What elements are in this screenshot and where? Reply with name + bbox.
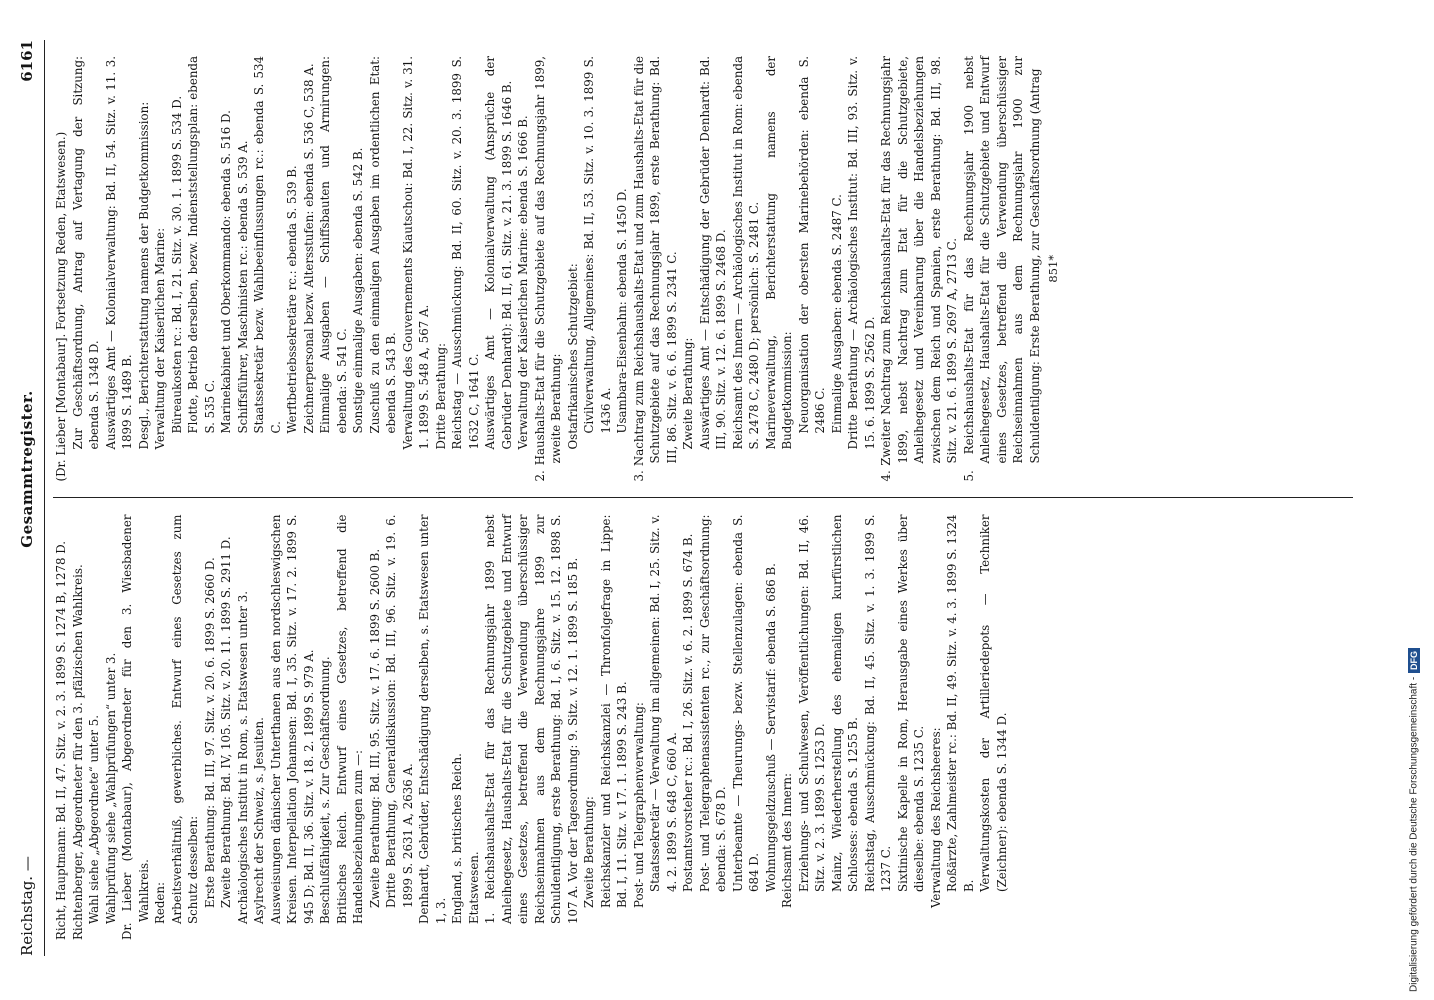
right-column bbox=[53, 40, 1353, 498]
index-entry: Etatswesen. bbox=[466, 851, 481, 924]
index-entry: Civilverwaltung, Allgemeines: Bd. II, 53. Sitz. v. 10. 3. 1899 S. 1436 A. bbox=[582, 56, 613, 434]
index-entry: Dritte Berathung: bbox=[433, 343, 448, 450]
index-entry: Marineverwaltung, Berichterstattung namens der Budgetkommission: bbox=[763, 56, 794, 450]
index-entry: Staatssekretär — Verwaltung im allgemeinen: Bd. I, 25. Sitz. v. 4. 2. 1899 S. 648 C, 660 A. bbox=[648, 514, 679, 892]
index-entry: Auswärtiges Amt — Kolonialverwaltung: Bd. II, 54. Sitz. v. 11. 3. 1899 S. 1489 B. bbox=[103, 56, 134, 450]
digitization-text: Digitalisierung gefördert durch die Deutsche Forschungsgemeinschaft - bbox=[1408, 676, 1420, 992]
index-entry: Wahl siehe „Abgeordnete“ unter 5. bbox=[87, 714, 101, 924]
index-entry: Reichstag — Ausschmückung: Bd. II, 60. Sitz. v. 20. 3. 1899 S. 1632 C, 1641 C. bbox=[450, 56, 481, 450]
index-entry: Post- und Telegraphenassistenten rc., zur Geschäftsordnung: ebenda: S. 678 D. bbox=[697, 514, 728, 892]
index-entry: Richt, Hauptmann: Bd. II, 47. Sitz. v. 2. 3. 1899 S. 1274 B, 1278 D. bbox=[54, 540, 68, 940]
index-entry: Zuschuß zu den einmaligen Ausgaben im ordentlichen Etat: ebenda S. 543 B. bbox=[367, 56, 398, 434]
index-entry: Dr. Lieber (Montabaur), Abgeordneter für den 3. Wiesbadener Wahlkreis. bbox=[120, 514, 151, 940]
right-column-entries bbox=[53, 56, 1043, 482]
index-entry: Erste Berathung: Bd. III, 97. Sitz. v. 20. 6. 1899 S. 2660 D. bbox=[202, 557, 217, 908]
index-entry: Werftbetriebssekretäre rc.: ebenda S. 539 B. bbox=[285, 165, 299, 434]
index-entry: England, s. britisches Reich. bbox=[450, 753, 464, 924]
index-entry: 1. Reichshaushalts-Etat für das Rechnungsjahr 1899 nebst Anleihegesetz, Haushalts-Etat für die Schutzgebiete und Entwurf eines Gesetzes, betreffend die Verwendung überschüssiger Reichseinnahmen aus dem Rechnungsjahre 1899 zur Schuldentilgung, erste Berathung: Bd. I, 6. Sitz. v. 15. 12. 1898 S. 107 A. Vor der Tagesordnung: 9. Sitz. v. 12. 1. 1899 S. 185 B. bbox=[483, 514, 580, 924]
index-entry: Unterbeamte — Theurungs- bezw. Stellenzulagen: ebenda S. 684 D. bbox=[730, 514, 761, 892]
index-entry: Ostafrikanisches Schutzgebiet: bbox=[565, 263, 580, 450]
index-entry: Staatssekretär bezw. Wahlbeeinflussungen rc.: ebenda S. 534 C. bbox=[252, 56, 283, 434]
index-entry: 4. Zweiter Nachtrag zum Reichshaushalts-Etat für das Rechnungsjahr 1899, nebst Nachtrag zum Etat für die Schutzgebiete, Anleihegesetz und Vereinbarung über die Handelsbeziehungen zwischen dem Reich und Spanien, erste Berathung: Bd. III, 98. Sitz. v. 21. 6. 1899 S. 2697 A, 2713 C. bbox=[879, 56, 959, 482]
index-entry: Reichsamt des Innern: bbox=[780, 773, 794, 908]
index-entry: Ausweisungen dänischer Unterthanen aus den nordschleswigschen Kreisen. Interpellation Johannsen: Bd. I, 35. Sitz. v. 17. 2. 1899 S. 945 D; Bd. II, 36. Sitz. v. 18. 2. 1899 S. 979 A. bbox=[268, 514, 316, 924]
index-entry: Postamtsvorsteher rc.: Bd. I, 26. Sitz. v. 6. 2. 1899 S. 674 B. bbox=[681, 533, 695, 892]
two-column-body bbox=[53, 40, 1353, 956]
index-entry: Roßärzte, Zahlmeister rc.: Bd. II, 49. Sitz. v. 4. 3. 1899 S. 1324 B. bbox=[945, 514, 976, 892]
index-entry: Arbeitsverhältniß, gewerbliches. Entwurf eines Gesetzes zum Schutz desselben: bbox=[169, 514, 200, 924]
index-entry: Reichsamt des Innern — Archäologisches Institut in Rom: ebenda S. 2478 C, 2480 D; persönlich: S. 2481 C. bbox=[730, 56, 761, 450]
page-number: 6161 bbox=[18, 40, 36, 82]
header-left-text: Reichstag. bbox=[18, 875, 36, 956]
index-entry: Einmalige Ausgaben: ebenda S. 2487 C. bbox=[829, 194, 844, 434]
index-entry: Flotte, Betrieb derselben, bezw. Indienststellungsplan: ebenda S. 535 C. bbox=[186, 56, 217, 434]
index-entry: Britisches Reich. Entwurf eines Gesetzes, betreffend die Handelsbeziehungen zum —: bbox=[334, 514, 365, 924]
footer-page-number: 851* bbox=[1046, 254, 1060, 283]
index-entry: Zweite Berathung: Bd. IV, 105. Sitz. v. 20. 11. 1899 S. 2911 D. bbox=[219, 536, 233, 908]
index-entry: Desgl., Berichterstattung namens der Budgetkommission: bbox=[136, 101, 151, 450]
index-entry: Zweite Berathung: bbox=[681, 337, 695, 450]
index-entry: Sixtinische Kapelle in Rom, Herausgabe eines Werkes über dieselbe: ebenda S. 1235 C. bbox=[895, 514, 926, 892]
index-entry: Zweite Berathung: bbox=[582, 796, 596, 908]
index-entry: Verwaltungskosten der Artilleriedepots — Techniker (Zeichner): ebenda S. 1344 D. bbox=[978, 514, 1009, 892]
index-entry: Auswärtiges Amt — Entschädigung der Gebrüder Denhardt: Bd. III, 90. Sitz. v. 12. 6. 1899 S. 2468 D. bbox=[697, 56, 728, 450]
index-entry: 5. Reichshaushalts-Etat für das Rechnungsjahr 1900 nebst Anleihegesetz, Haushalts-Etat für die Schutzgebiete und Entwurf eines Gesetzes, betreffend die Verwendung überschüssiger Reichseinnahmen aus dem Rechnungsjahr 1900 zur Schuldentilgung: Erste Berathung, zur Geschäftsordnung (Antrag bbox=[961, 56, 1042, 482]
dfg-logo: DFG bbox=[1408, 648, 1420, 673]
index-entry: Dritte Berathung — Archäologisches Institut: Bd. III, 93. Sitz. v. 15. 6. 1899 S. 2562 D. bbox=[846, 56, 877, 450]
header-title: Gesammtregister. bbox=[18, 390, 36, 548]
index-entry: Einmalige Ausgaben — Schiffsbauten und Armirungen: ebenda: S. 541 C. bbox=[318, 56, 349, 434]
digitization-note bbox=[1406, 0, 1434, 1000]
index-entry: Denhardt, Gebrüder, Entschädigung derselben, s. Etatswesen unter 1, 3. bbox=[417, 514, 448, 924]
index-entry: Post- und Telegraphenverwaltung: bbox=[631, 702, 646, 908]
index-entry: Zweite Berathung: Bd. III, 95. Sitz. v. 17. 6. 1899 S. 2600 B. bbox=[367, 548, 382, 908]
index-entry: Zur Geschäftsordnung, Antrag auf Vertagung der Sitzung: ebenda S. 1348 D. bbox=[70, 56, 101, 450]
header-dash: — bbox=[18, 856, 36, 872]
page-header bbox=[18, 40, 45, 956]
index-entry: Richtenberger, Abgeordneter für den 3. pfälzischen Wahlkreis. bbox=[70, 564, 85, 940]
index-entry: Büreaukosten rc.: Bd. I, 21. Sitz. v. 30. 1. 1899 S. 534 D. bbox=[169, 95, 184, 434]
index-entry: Verwaltung des Reichsheeres: bbox=[928, 727, 943, 908]
index-entry: Verwaltung des Gouvernements Kiautschou: Bd. I, 22. Sitz. v. 31. 1. 1899 S. 548 A, 567 A. bbox=[400, 56, 431, 450]
header-running-title-left bbox=[18, 856, 36, 956]
left-column bbox=[53, 498, 1353, 957]
index-entry: Verwaltung der Kaiserlichen Marine: bbox=[153, 227, 167, 450]
index-entry: Wohnungsgeldzuschuß — Servistarif: ebenda S. 686 B. bbox=[763, 563, 778, 892]
index-entry: Mainz, Wiederherstellung des ehemaligen kurfürstlichen Schlosses: ebenda S. 1255 B. bbox=[829, 514, 860, 892]
index-entry: Reden: bbox=[153, 882, 167, 924]
index-entry: Reichskanzler und Reichskanzlei — Thronfolgefrage in Lippe: Bd. I, 11. Sitz. v. 17. 1. 1899 S. 243 B. bbox=[598, 514, 629, 908]
index-entry: Usambara-Eisenbahn: ebenda S. 1450 D. bbox=[615, 188, 629, 434]
index-entry: Wahlprüfung siehe „Wahlprüfungen“ unter 3. bbox=[103, 652, 118, 924]
index-entry: Auswärtiges Amt — Kolonialverwaltung (Ansprüche der Gebrüder Denhardt): Bd. II, 61. Sitz. v. 21. 3. 1899 S. 1646 B. bbox=[483, 56, 514, 450]
index-entry: Reichstag, Ausschmückung: Bd. II, 45. Sitz. v. 1. 3. 1899 S. 1237 C. bbox=[862, 514, 893, 892]
index-entry: Asylrecht der Schweiz, s. Jesuiten. bbox=[252, 717, 266, 924]
index-entry: 3. Nachtrag zum Reichshaushalts-Etat und zum Haushalts-Etat für die Schutzgebiete auf das Rechnungsjahr 1899, erste Berathung: Bd. III, 86. Sitz. v. 6. 6. 1899 S. 2341 C. bbox=[631, 56, 679, 482]
index-entry: Beschlußfähigkeit, s. Zur Geschäftsordnung. bbox=[318, 656, 332, 924]
index-entry: Erziehungs- und Schulwesen, Veröffentlichungen: Bd. II, 46. Sitz. v. 2. 3. 1899 S. 1253 D. bbox=[796, 514, 827, 892]
index-entry: Sonstige einmalige Ausgaben: ebenda S. 542 B. bbox=[351, 147, 365, 434]
index-entry: 2. Haushalts-Etat für die Schutzgebiete auf das Rechnungsjahr 1899, zweite Berathung: bbox=[532, 56, 563, 482]
index-entry: Dritte Berathung, Generaldiskussion: Bd. III, 96. Sitz. v. 19. 6. 1899 S. 2631 A, 2636 A. bbox=[384, 514, 415, 908]
index-entry: Marinekabinet und Oberkommando: ebenda S. 516 D. bbox=[219, 110, 233, 434]
index-entry: Archäologisches Institut in Rom, s. Etatswesen unter 3. bbox=[235, 591, 250, 924]
index-entry: Neuorganisation der obersten Marinebehörden: ebenda S. 2486 C. bbox=[796, 56, 827, 434]
index-entry: Zeichnerpersonal bezw. Altersstufen: ebenda S. 536 C, 538 A. bbox=[301, 63, 316, 434]
index-entry: Schiffsführer, Maschinisten rc.: ebenda S. 539 A. bbox=[235, 140, 250, 434]
index-entry: Verwaltung der Kaiserlichen Marine: ebenda S. 1666 B. bbox=[516, 115, 530, 450]
index-entry: (Dr. Lieber [Montabaur]. Fortsetzung Reden, Etatswesen.) bbox=[54, 131, 68, 482]
